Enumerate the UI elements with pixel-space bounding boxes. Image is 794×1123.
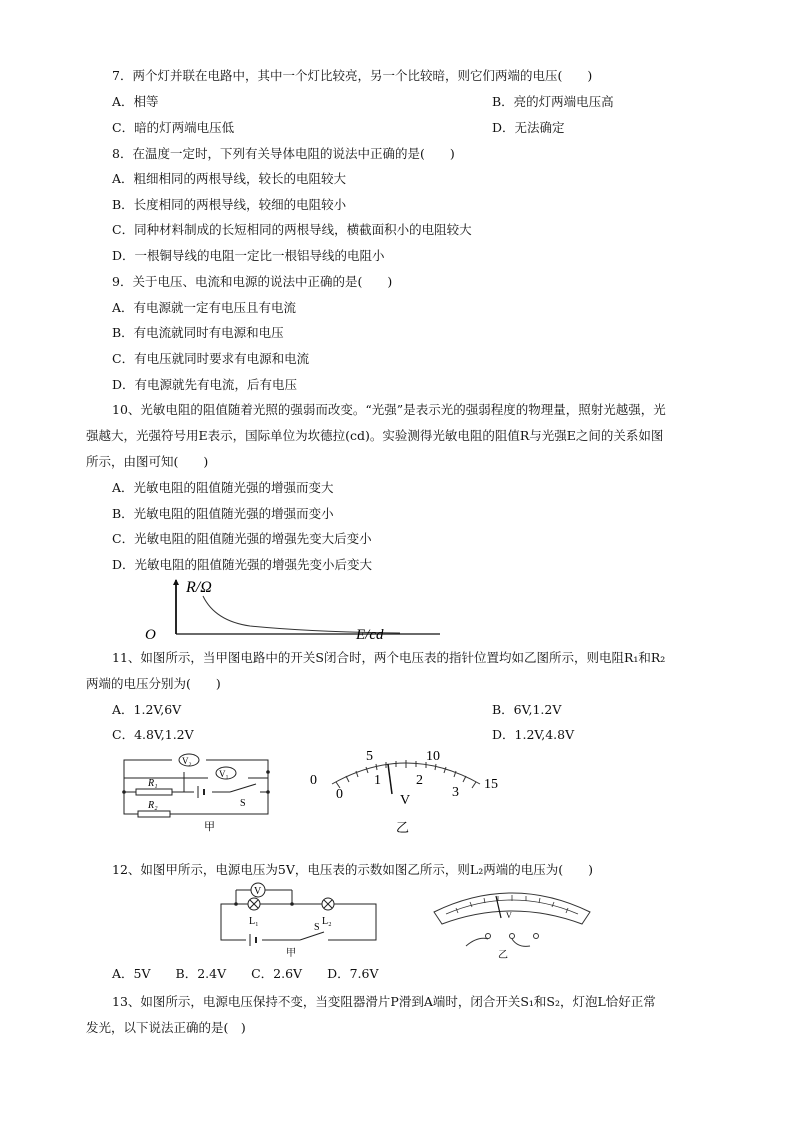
meter-unit-label: V xyxy=(400,793,411,808)
tick-bottom-2: 2 xyxy=(416,773,423,788)
resistor-r2-icon xyxy=(138,811,170,817)
r1-label: R₁ xyxy=(148,778,158,789)
q7-option-c: C．暗的灯两端电压低 xyxy=(112,120,235,135)
q11-option-d: D．1.2V,4.8V xyxy=(492,727,575,742)
tick-left-0: 0 xyxy=(310,773,317,788)
r2-label: R₂ xyxy=(148,800,158,811)
q11-option-b: B．6V,1.2V xyxy=(492,702,562,717)
yi-label: 乙 xyxy=(498,950,508,961)
v-label: V xyxy=(254,886,262,897)
lead-wire xyxy=(512,939,530,946)
q7-option-b: B．亮的灯两端电压高 xyxy=(492,94,614,109)
q12-circuit-jia xyxy=(216,880,386,960)
tick-top-5: 5 xyxy=(366,749,373,764)
lead-wire xyxy=(466,938,488,946)
q10-stem-line3: 所示，由图可知( ) xyxy=(86,454,209,469)
q11-option-a: A．1.2V,6V xyxy=(112,702,182,717)
q12-stem: 12、如图甲所示，电源电压为5V，电压表的示数如图乙所示，则L₂两端的电压为( ) xyxy=(112,862,593,877)
q10-option-d: D．光敏电阻的阻值随光强的增强先变小后变大 xyxy=(112,557,373,572)
q12-options: A．5V B．2.4V C．2.6V D．7.6V xyxy=(112,966,379,981)
s-label: S xyxy=(240,798,246,809)
yi-label: 乙 xyxy=(396,820,410,835)
q10-graph xyxy=(140,576,450,640)
meter-ticks xyxy=(336,760,476,788)
terminal-icon xyxy=(510,934,515,939)
q10-option-a: A．光敏电阻的阻值随光强的增强而变大 xyxy=(112,480,334,495)
q11-stem-line2: 两端的电压分别为( ) xyxy=(86,676,221,691)
q10-stem-line1: 10、光敏电阻的阻值随着光照的强弱而改变。“光强”是表示光的强弱程度的物理量，照射光越强，光 xyxy=(112,402,666,417)
tick-bottom-0: 0 xyxy=(336,787,343,802)
q9-option-b: B．有电流就同时有电源和电压 xyxy=(112,325,284,340)
meter-needle xyxy=(388,764,392,794)
q9-stem: 9．关于电压、电流和电源的说法中正确的是( ) xyxy=(112,274,393,289)
v1-label: V₁ xyxy=(219,769,229,779)
l1-label: L₁ xyxy=(249,916,259,927)
q10-option-b: B．光敏电阻的阻值随光强的增强而变小 xyxy=(112,506,334,521)
resistor-r1-icon xyxy=(136,789,172,795)
q8-stem: 8．在温度一定时，下列有关导体电阻的说法中正确的是( ) xyxy=(112,146,455,161)
x-axis-label: E/cd xyxy=(356,627,384,640)
tick-right-15: 15 xyxy=(484,777,498,792)
q7-stem: 7．两个灯并联在电路中，其中一个灯比较亮，另一个比较暗，则它们两端的电压( ) xyxy=(112,68,593,83)
q8-option-a: A．粗细相同的两根导线，较长的电阻较大 xyxy=(112,171,347,186)
y-axis-label: R/Ω xyxy=(186,579,212,596)
tick-bottom-3: 3 xyxy=(452,785,459,800)
q13-stem-line1: 13、如图所示，电源电压保持不变，当变阻器滑片P滑到A端时，闭合开关S₁和S₂，灯泡L恰好正常 xyxy=(112,994,656,1009)
q12-voltmeter-yi xyxy=(426,884,602,962)
y-axis-arrow-icon xyxy=(173,579,179,585)
q11-circuit-jia xyxy=(118,748,278,834)
l2-label: L₂ xyxy=(322,916,332,927)
q11-option-c: C．4.8V,1.2V xyxy=(112,727,194,742)
terminal-icon xyxy=(486,934,491,939)
tick-top-10: 10 xyxy=(426,749,440,764)
s-label: S xyxy=(314,922,320,933)
q10-stem-line2: 强越大，光强符号用E表示，国际单位为坎德拉(cd)。实验测得光敏电阻的阻值R与光强E之间的关系如图 xyxy=(86,428,664,443)
q8-option-b: B．长度相同的两根导线，较细的电阻较小 xyxy=(112,197,347,212)
q11-stem-line1: 11、如图所示，当甲图电路中的开关S闭合时，两个电压表的指针位置均如乙图所示，则电阻R₁和R₂ xyxy=(112,650,666,665)
q8-option-d: D．一根铜导线的电阻一定比一根铝导线的电阻小 xyxy=(112,248,385,263)
q7-option-a: A．相等 xyxy=(112,94,159,109)
q10-option-c: C．光敏电阻的阻值随光强的增强先变大后变小 xyxy=(112,531,372,546)
q9-option-d: D．有电源就先有电流，后有电压 xyxy=(112,377,298,392)
tick-bottom-1: 1 xyxy=(374,773,381,788)
q8-option-c: C．同种材料制成的长短相同的两根导线，横截面积小的电阻较大 xyxy=(112,222,472,237)
q7-option-d: D．无法确定 xyxy=(492,120,565,135)
q11-voltmeter-yi xyxy=(306,746,512,836)
terminal-icon xyxy=(534,934,539,939)
v2-label: V₂ xyxy=(182,756,192,766)
q9-option-a: A．有电源就一定有电压且有电流 xyxy=(112,300,297,315)
jia-label: 甲 xyxy=(286,948,296,959)
jia-label: 甲 xyxy=(204,821,215,833)
q9-option-c: C．有电压就同时要求有电源和电流 xyxy=(112,351,310,366)
meter-unit-label: V xyxy=(506,911,512,920)
origin-label: O xyxy=(145,627,156,640)
q13-stem-line2: 发光，以下说法正确的是( ) xyxy=(86,1020,246,1035)
